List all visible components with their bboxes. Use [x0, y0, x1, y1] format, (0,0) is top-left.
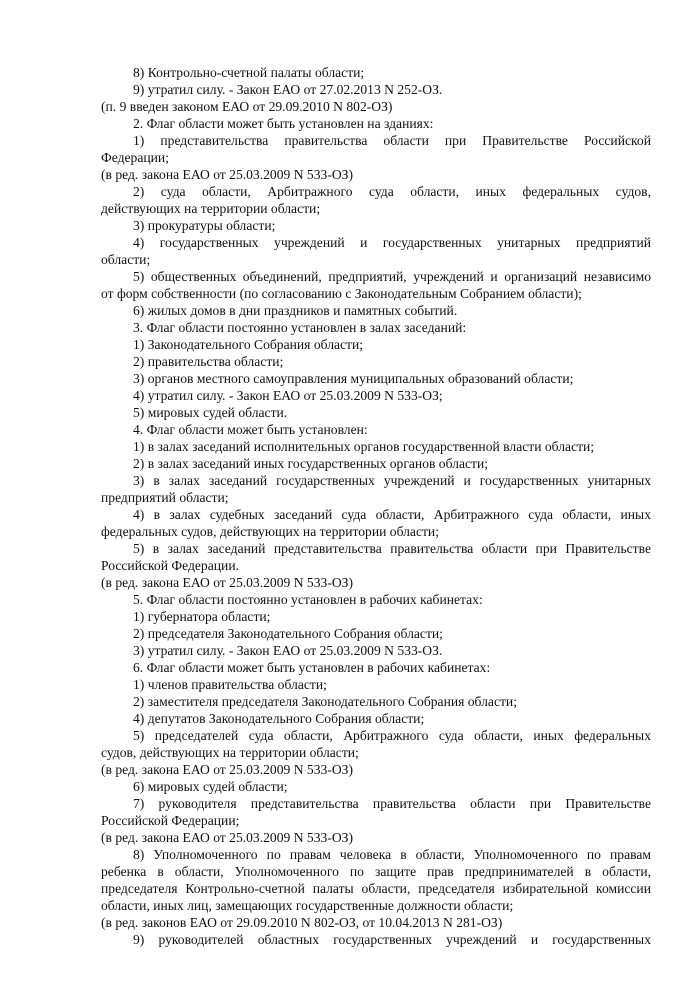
text-line: действующих на территории области; [101, 201, 321, 216]
text-line: 4) государственных учреждений и государственных унитарных предприятий [133, 235, 651, 250]
document-page [101, 64, 651, 948]
text-line: 6) мировых судей области; [133, 779, 288, 794]
text-line: 4. Флаг области может быть установлен: [133, 422, 368, 437]
text-line: 9) утратил силу. - Закон ЕАО от 27.02.2013 N 252-ОЗ. [133, 82, 443, 97]
text-line: 2) правительства области; [133, 354, 284, 369]
text-line: 2) заместителя председателя Законодательного Собрания области; [133, 694, 517, 709]
text-line: (в ред. закона ЕАО от 25.03.2009 N 533-ОЗ) [101, 575, 354, 590]
text-line: 1) представительства правительства области при Правительстве Российской [133, 133, 651, 148]
text-line: 4) депутатов Законодательного Собрания области; [133, 711, 425, 726]
text-line: 6) жилых домов в дни праздников и памятных событий. [133, 303, 458, 318]
text-line: 5) общественных объединений, предприятий, учреждений и организаций независимо [133, 269, 651, 284]
text-line: 3) в залах заседаний государственных учреждений и государственных унитарных [133, 473, 651, 488]
text-line: 3) органов местного самоуправления муниципальных образований области; [133, 371, 574, 386]
text-line: 5. Флаг области постоянно установлен в рабочих кабинетах: [133, 592, 483, 607]
text-line: от форм собственности (по согласованию с Законодательным Собранием области); [101, 286, 582, 301]
text-line: 4) в залах судебных заседаний суда области, Арбитражного суда области, иных [133, 507, 651, 522]
text-line: 8) Контрольно-счетной палаты области; [133, 65, 365, 80]
text-line: предприятий области; [101, 490, 229, 505]
text-line: 3) прокуратуры области; [133, 218, 276, 233]
text-line: 4) утратил силу. - Закон ЕАО от 25.03.2009 N 533-ОЗ; [133, 388, 443, 403]
text-line: 2) суда области, Арбитражного суда области, иных федеральных судов, [133, 184, 651, 199]
text-line: области, иных лиц, замещающих государственные должности области; [101, 898, 514, 913]
text-line: 2) в залах заседаний иных государственных органов области; [133, 456, 489, 471]
text-line: 5) мировых судей области. [133, 405, 288, 420]
text-line: 2) председателя Законодательного Собрания области; [133, 626, 443, 641]
text-line: Российской Федерации. [101, 558, 239, 573]
text-line: Федерации; [101, 150, 169, 165]
text-line: 5) председателей суда области, Арбитражного суда области, иных федеральных [133, 728, 651, 743]
text-line: 1) Законодательного Собрания области; [133, 337, 364, 352]
text-line: 5) в залах заседаний представительства правительства области при Правительстве [133, 541, 651, 556]
text-line: 7) руководителя представительства правительства области при Правительстве [133, 796, 651, 811]
text-line: федеральных судов, действующих на территории области; [101, 524, 439, 539]
text-line: ребенка в области, Уполномоченного по защите прав предпринимателей в области, [101, 864, 651, 879]
text-line: (п. 9 введен законом ЕАО от 29.09.2010 N 802-ОЗ) [101, 99, 393, 114]
text-line: Российской Федерации; [101, 813, 240, 828]
text-line: 6. Флаг области может быть установлен в рабочих кабинетах: [133, 660, 491, 675]
text-line: (в ред. закона ЕАО от 25.03.2009 N 533-ОЗ) [101, 830, 354, 845]
text-line: 1) членов правительства области; [133, 677, 327, 692]
text-line: судов, действующих на территории области; [101, 745, 359, 760]
text-line: 1) в залах заседаний исполнительных органов государственной власти области; [133, 439, 595, 454]
text-line: области; [101, 252, 151, 267]
text-line: (в ред. закона ЕАО от 25.03.2009 N 533-ОЗ) [101, 167, 354, 182]
text-line: 3) утратил силу. - Закон ЕАО от 25.03.2009 N 533-ОЗ. [133, 643, 443, 658]
text-line: (в ред. законов ЕАО от 29.09.2010 N 802-ОЗ, от 10.04.2013 N 281-ОЗ) [101, 915, 503, 930]
text-line: 3. Флаг области постоянно установлен в залах заседаний: [133, 320, 467, 335]
text-line: 8) Уполномоченного по правам человека в области, Уполномоченного по правам [133, 847, 651, 862]
text-line: 9) руководителей областных государственных учреждений и государственных [133, 932, 651, 947]
text-line: 1) губернатора области; [133, 609, 271, 624]
text-line: (в ред. закона ЕАО от 25.03.2009 N 533-ОЗ) [101, 762, 354, 777]
text-line: председателя Контрольно-счетной палаты области, председателя избирательной комиссии [101, 881, 651, 896]
text-line: 2. Флаг области может быть установлен на зданиях: [133, 116, 434, 131]
